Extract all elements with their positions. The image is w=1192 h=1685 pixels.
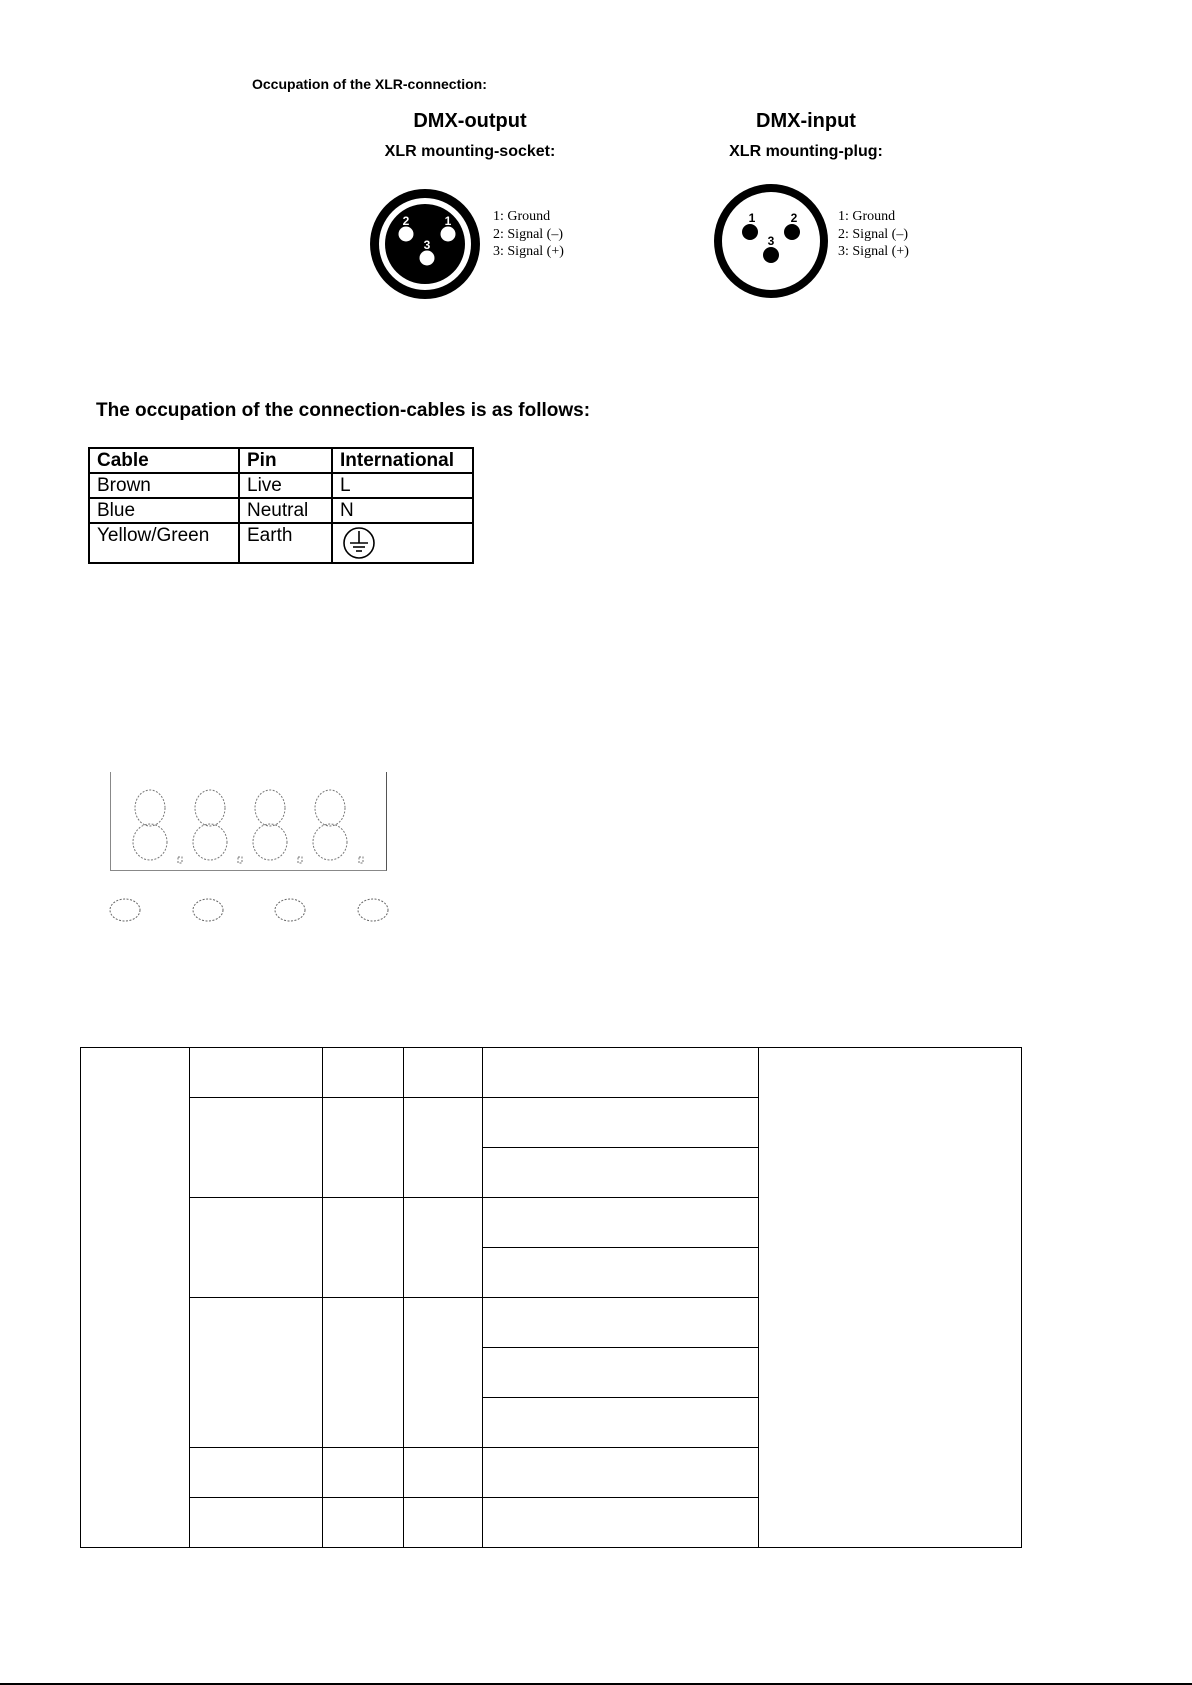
cable-heading: The occupation of the connection-cables is as follows: (96, 400, 591, 421)
dmx-input-pin-list (838, 208, 909, 261)
table-row (89, 473, 473, 498)
earth-ground-icon (340, 525, 380, 561)
table-cell (483, 1448, 759, 1498)
table-cell: Yellow/Green (89, 523, 239, 563)
table-cell (190, 1298, 323, 1448)
table-cell: Neutral (239, 498, 332, 523)
dmx-input-subtitle: XLR mounting-plug: (729, 143, 883, 160)
table-cell (404, 1098, 483, 1198)
menu-table (80, 1047, 1022, 1548)
table-cell: Earth (239, 523, 332, 563)
table-row (89, 498, 473, 523)
table-cell (323, 1198, 404, 1298)
table-cell (483, 1398, 759, 1448)
display-button-2 (193, 899, 223, 921)
display-button-3 (275, 899, 305, 921)
table-cell (190, 1198, 323, 1298)
xlr-socket-diagram (365, 188, 485, 300)
column-header: International (332, 448, 473, 473)
table-cell: Brown (89, 473, 239, 498)
table-cell: Live (239, 473, 332, 498)
dmx-output-pin-list (493, 208, 564, 261)
table-cell (483, 1198, 759, 1248)
table-row (89, 523, 473, 563)
table-row (81, 1048, 1022, 1098)
table-cell (332, 523, 473, 563)
table-cell (483, 1148, 759, 1198)
dmx-output-subtitle: XLR mounting-socket: (384, 143, 556, 160)
display-button-1 (110, 899, 140, 921)
pin-label: 3: Signal (+) (838, 244, 909, 259)
table-cell (404, 1448, 483, 1498)
table-cell (404, 1298, 483, 1448)
svg-text:1: 1 (748, 211, 756, 225)
table-cell (81, 1048, 190, 1548)
table-cell (759, 1048, 1022, 1548)
svg-text:2: 2 (790, 211, 798, 225)
dmx-input-title: DMX-input (756, 110, 856, 132)
svg-text:3: 3 (767, 234, 775, 248)
column-header: Cable (89, 448, 239, 473)
table-cell (404, 1498, 483, 1548)
display-buttons (100, 895, 400, 925)
table-cell: L (332, 473, 473, 498)
seven-segment-digits (111, 772, 386, 870)
table-cell (323, 1498, 404, 1548)
pin-label: 2: Signal (–) (493, 226, 563, 242)
pin-label: 1: Ground (493, 209, 551, 224)
table-cell: N (332, 498, 473, 523)
table-cell (323, 1048, 404, 1098)
svg-text:3: 3 (423, 238, 431, 252)
table-cell (190, 1498, 323, 1548)
table-cell (483, 1498, 759, 1548)
pin-label: 1: Ground (838, 209, 896, 224)
table-cell (404, 1048, 483, 1098)
svg-text:2: 2 (402, 214, 410, 228)
table-cell (190, 1448, 323, 1498)
table-cell (483, 1098, 759, 1148)
dmx-output-title: DMX-output (413, 110, 527, 132)
table-cell (483, 1348, 759, 1398)
table-cell (323, 1098, 404, 1198)
table-cell (404, 1198, 483, 1298)
cable-table (88, 447, 474, 564)
xlr-plug-diagram (711, 183, 831, 299)
pin-label: 2: Signal (–) (838, 226, 908, 242)
pin-label: 3: Signal (+) (493, 244, 564, 259)
table-cell (483, 1048, 759, 1098)
table-cell (483, 1298, 759, 1348)
table-cell (483, 1248, 759, 1298)
led-display-panel (110, 772, 387, 871)
column-header: Pin (239, 448, 332, 473)
table-cell (190, 1048, 323, 1098)
table-cell (190, 1098, 323, 1198)
table-cell (323, 1298, 404, 1448)
svg-text:1: 1 (444, 214, 452, 228)
table-cell (323, 1448, 404, 1498)
display-button-4 (358, 899, 388, 921)
table-header-row (89, 448, 473, 473)
table-cell: Blue (89, 498, 239, 523)
xlr-heading: Occupation of the XLR-connection: (252, 76, 487, 92)
